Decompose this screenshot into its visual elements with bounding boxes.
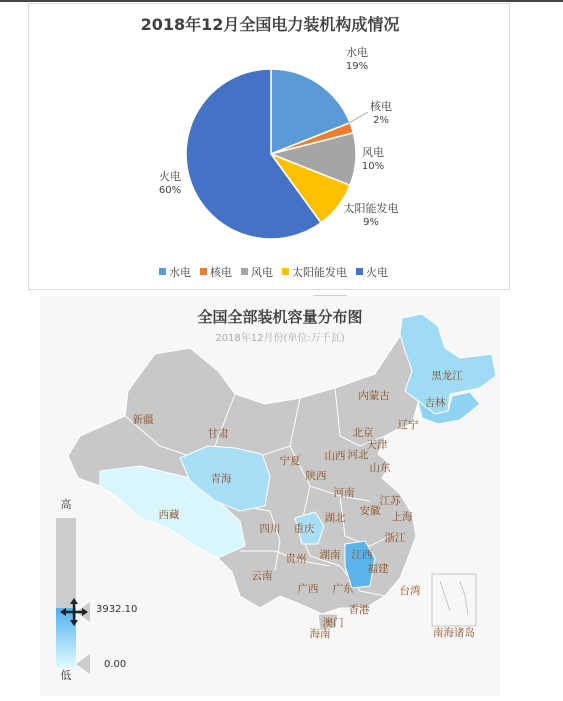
legend-swatch bbox=[356, 268, 363, 275]
map-subtitle: 2018年12月份(单位:万千瓦) bbox=[215, 333, 345, 344]
province-label: 山东 bbox=[369, 462, 391, 474]
province-label: 陕西 bbox=[305, 470, 327, 482]
leader-line bbox=[349, 112, 368, 123]
province-label: 贵州 bbox=[285, 553, 307, 565]
province-label: 湖北 bbox=[324, 512, 346, 524]
map-chart-panel bbox=[40, 296, 500, 696]
province-label: 内蒙古 bbox=[358, 390, 390, 402]
province-label: 重庆 bbox=[293, 523, 315, 535]
slice-percent-label: 60% bbox=[158, 185, 182, 196]
province-label: 江苏 bbox=[379, 495, 401, 507]
province-label: 新疆 bbox=[132, 414, 154, 426]
visual-map-high-label: 高 bbox=[60, 498, 72, 511]
legend-swatch bbox=[241, 268, 248, 275]
top-border bbox=[0, 0, 563, 2]
pie-title: 2018年12月全国电力装机构成情况 bbox=[140, 15, 400, 34]
legend-swatch bbox=[200, 268, 207, 275]
province-label: 上海 bbox=[391, 511, 413, 523]
province-label: 台湾 bbox=[399, 585, 421, 597]
visual-map-max-value: 3932.10 bbox=[96, 604, 138, 615]
slice-percent-label: 2% bbox=[373, 115, 389, 126]
legend-label: 核电 bbox=[210, 266, 232, 279]
province-label: 黑龙江 bbox=[431, 370, 463, 382]
province-label: 辽宁 bbox=[397, 419, 419, 431]
legend-label: 太阳能发电 bbox=[292, 266, 347, 279]
visual-map-handle-bottom bbox=[76, 654, 90, 674]
province-label: 四川 bbox=[259, 523, 281, 535]
province-label: 西藏 bbox=[158, 509, 180, 521]
province-label: 河南 bbox=[333, 487, 355, 499]
province-label: 青海 bbox=[210, 473, 232, 485]
slice-name-label: 水电 bbox=[346, 46, 368, 59]
pie-chart bbox=[29, 4, 511, 291]
legend-label: 火电 bbox=[366, 266, 388, 279]
legend-label: 风电 bbox=[251, 266, 273, 279]
slice-percent-label: 19% bbox=[345, 61, 369, 72]
legend-swatch bbox=[159, 268, 166, 275]
slice-name-label: 核电 bbox=[370, 100, 392, 113]
province-label: 澳门 bbox=[322, 617, 344, 629]
province-label: 浙江 bbox=[384, 532, 406, 544]
province-label: 南海诸岛 bbox=[433, 627, 475, 639]
slice-name-label: 风电 bbox=[362, 146, 384, 159]
pie-chart-panel bbox=[28, 3, 510, 290]
province-label: 甘肃 bbox=[207, 428, 229, 440]
province-label: 天津 bbox=[366, 439, 388, 451]
province-label: 宁夏 bbox=[279, 455, 301, 467]
province-label: 广东 bbox=[332, 583, 354, 595]
visual-map-min-value: 0.00 bbox=[104, 659, 127, 670]
province-label: 安徽 bbox=[359, 505, 381, 517]
province-label: 广西 bbox=[297, 583, 319, 595]
province-label: 吉林 bbox=[424, 397, 446, 409]
nanhai-inset bbox=[432, 574, 476, 626]
legend-swatch bbox=[282, 268, 289, 275]
province-label: 香港 bbox=[348, 604, 370, 616]
province-label: 海南 bbox=[309, 628, 331, 640]
legend-label: 水电 bbox=[169, 266, 191, 279]
slice-percent-label: 9% bbox=[363, 217, 379, 228]
province-label: 云南 bbox=[251, 570, 273, 582]
slice-name-label: 太阳能发电 bbox=[343, 202, 399, 215]
map-title: 全国全部装机容量分布图 bbox=[197, 308, 363, 326]
province-label: 福建 bbox=[367, 563, 389, 575]
slice-name-label: 火电 bbox=[159, 170, 181, 183]
province-label: 山西 bbox=[324, 450, 346, 462]
province-label: 江西 bbox=[351, 549, 373, 561]
china-map-chart bbox=[40, 296, 500, 696]
visual-map-low-label: 低 bbox=[60, 669, 72, 682]
province-label: 湖南 bbox=[319, 549, 341, 561]
province-label: 河北 bbox=[347, 449, 369, 461]
slice-percent-label: 10% bbox=[361, 161, 385, 172]
province-label: 北京 bbox=[352, 427, 374, 439]
